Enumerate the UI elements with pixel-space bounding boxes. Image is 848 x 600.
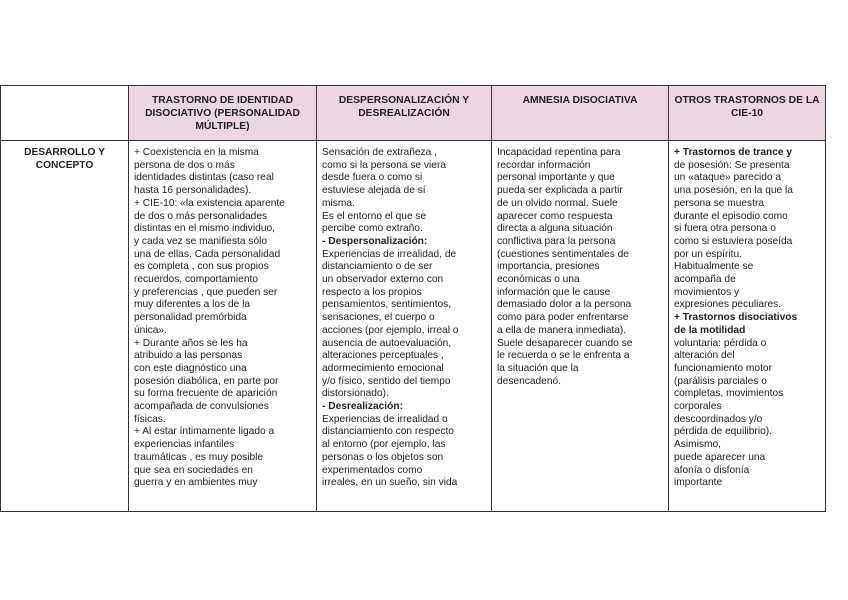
table-row: [1, 141, 826, 512]
header-identidad-disociativo: TRASTORNO DE IDENTIDAD DISOCIATIVO (PERSONALIDAD MÚLTIPLE): [129, 86, 317, 141]
cell-identidad-disociativo: + Coexistencia en la misma persona de dos o más identidades distintas (caso real hasta 16 personalidades). + CIE-10: «la existencia aparente de dos o más personalidades distintas en el mismo individuo, y cada vez se manifiesta sólo una de ellas. Cada personalidad es completa , con sus propios recuerdos, comportamiento y preferencias , que pueden ser muy diferentes a los de la personalidad premórbida única». + Durante años se les ha atribuido a las personas con este diagnóstico una posesión diabólica, en parte por su forma frecuente de aparición acompañada de convulsiones físicas. + Al estar íntimamente ligado a experiencias infantiles traumáticas , es muy posible que sea en sociedades en guerra y en ambientes muy: [129, 141, 317, 512]
cell-otros-trastornos: + Trastornos de trance y de posesión: Se presenta un «ataque» parecido a una posesión, en la que la persona se muestra durante el episodio como si fuera otra persona o como si estuviera poseída por un espíritu. Habitualmente se acompaña de movimientos y expresiones peculiares. + Trastornos disociativos de la motilidad voluntaria: pérdida o alteración del funcionamiento motor (parálisis parciales o completas, movimientos corporales descoordinados y/o pérdida de equilibrio). Asimismo, puede aparecer una afonía o disfonía importante: [669, 141, 826, 512]
cell-despersonalizacion: Sensación de extrañeza , como si la persona se viera desde fuera o como si estuviese alejada de sí misma. Es el entorno el que se percibe como extraño. - Despersonalización: Experiencias de irrealidad, de distanciamiento o de ser un observador externo con respecto a los propios pensamientos, sentimientos, sensaciones, el cuerpo o acciones (por ejemplo, irreal o ausencia de autoevaluación, alteraciones perceptuales , adormecimiento emocional y/o físico, sentido del tiempo distorsionado). - Desrealización: Experiencias de irrealidad o distanciamiento con respecto al entorno (por ejemplo, las personas o los objetos son experimentados como irreales, en un sueño, sin vida: [317, 141, 492, 512]
header-amnesia-disociativa: AMNESIA DISOCIATIVA: [492, 86, 669, 141]
row-label-desarrollo-concepto: DESARROLLO Y CONCEPTO: [1, 141, 129, 512]
cell-amnesia-disociativa: Incapacidad repentina para recordar información personal importante y que pueda ser explicada a partir de un olvido normal. Suele aparecer como respuesta directa a alguna situación conflictiva para la persona (cuestiones sentimentales de importancia, presiones económicas o una información que le cause demasiado dolor a la persona como para poder enfrentarse a ella de manera inmediata). Suele desaparecer cuando se le recuerda o se le enfrenta a la situación que la desencadenó.: [492, 141, 669, 512]
header-otros-trastornos: OTROS TRASTORNOS DE LA CIE-10: [669, 86, 826, 141]
disorder-comparison-table: [0, 85, 826, 512]
header-despersonalizacion: DESPERSONALIZACIÓN Y DESREALIZACIÓN: [317, 86, 492, 141]
header-row: [1, 86, 826, 141]
corner-cell: [1, 86, 129, 141]
